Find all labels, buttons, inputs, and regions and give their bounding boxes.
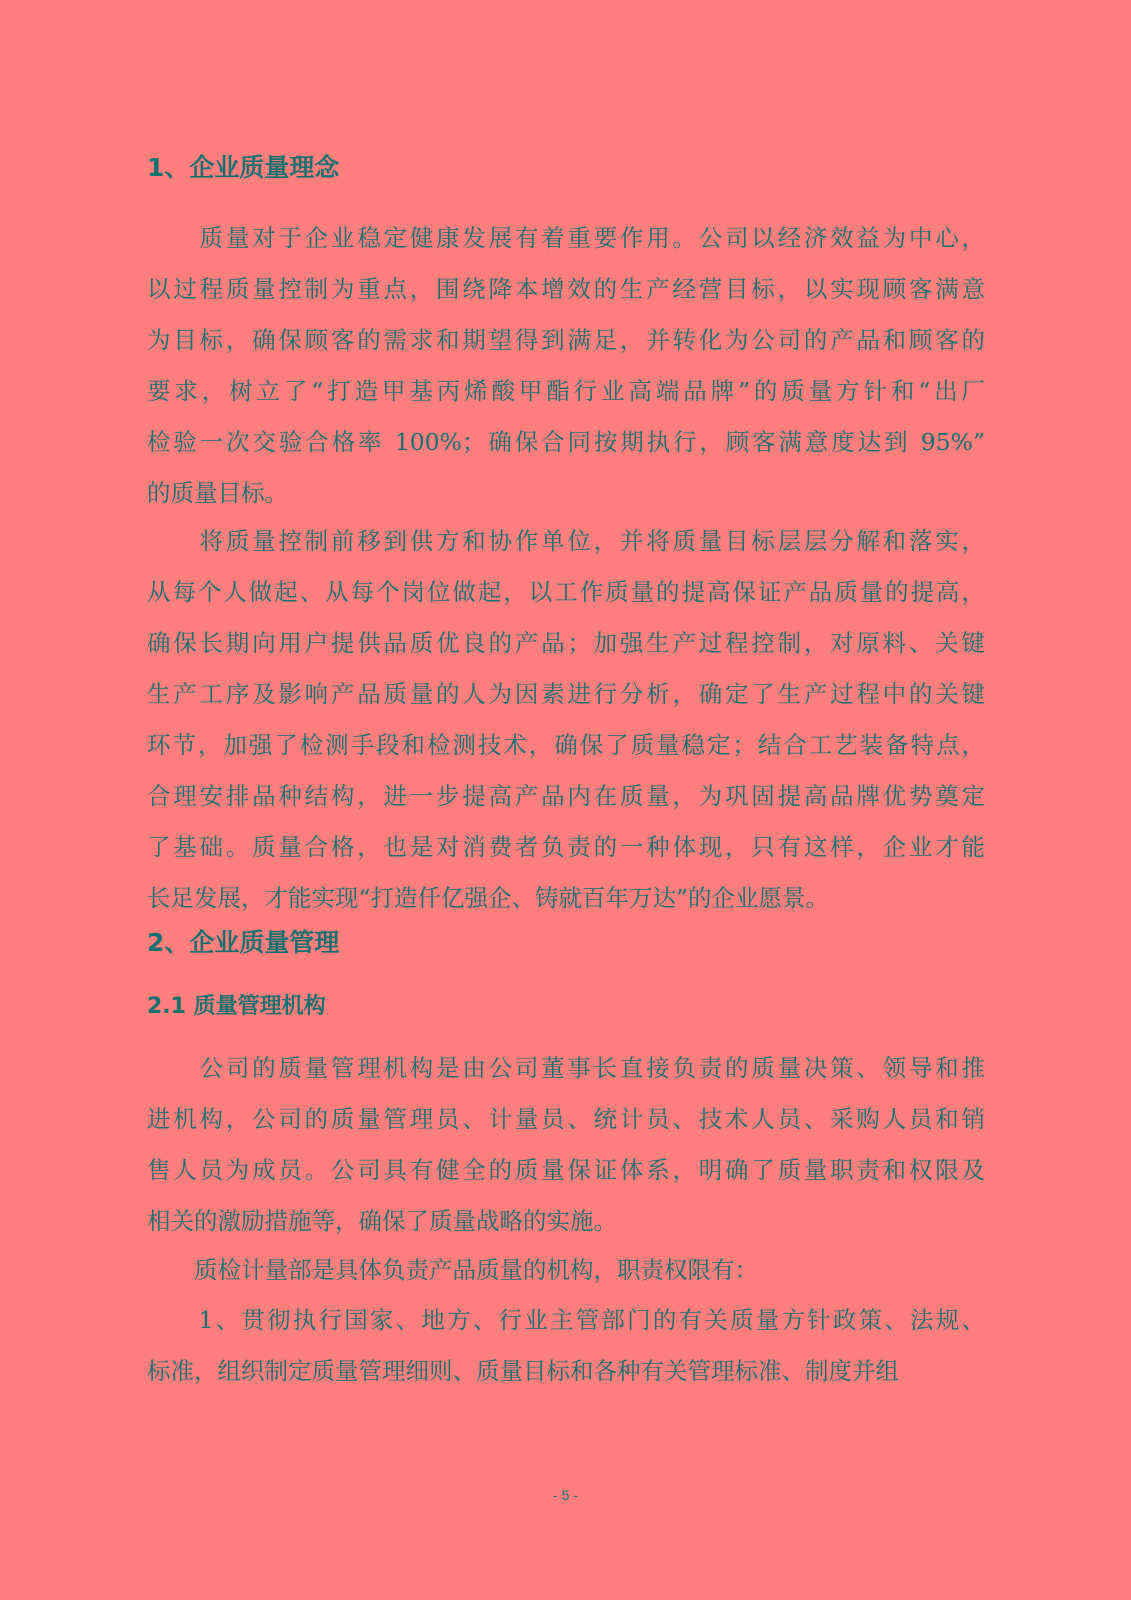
page-number: - 5 - — [553, 1487, 578, 1503]
text-line: 检验一次交验合格率 100%；确保合同按期执行，顾客满意度达到 95%” — [147, 428, 985, 456]
text-line: 合理安排品种结构，进一步提高产品内在质量，为巩固提高品牌优势奠定 — [147, 782, 985, 810]
text-line: 要求，树立了“打造甲基丙烯酸甲酯行业高端品牌”的质量方针和“出厂 — [147, 377, 985, 405]
text-line: 售人员为成员。公司具有健全的质量保证体系，明确了质量职责和权限及 — [147, 1156, 985, 1184]
text-line: 质量对于企业稳定健康发展有着重要作用。公司以经济效益为中心， — [147, 224, 985, 252]
text-line: 的质量目标。 — [147, 479, 288, 507]
text-line: 相关的激励措施等，确保了质量战略的实施。 — [147, 1207, 617, 1235]
text-line: 从每个人做起、从每个岗位做起，以工作质量的提高保证产品质量的提高， — [147, 578, 985, 606]
text-line: 为目标，确保顾客的需求和期望得到满足，并转化为公司的产品和顾客的 — [147, 326, 985, 354]
text-line: 公司的质量管理机构是由公司董事长直接负责的质量决策、领导和推 — [147, 1054, 985, 1082]
section2-paragraph-3 — [147, 1295, 985, 1397]
section2-paragraph-2 — [147, 1245, 985, 1296]
text-line: 进机构，公司的质量管理员、计量员、统计员、技术人员、采购人员和销 — [147, 1105, 985, 1133]
text-line: 质检计量部是具体负责产品质量的机构，职责权限有： — [147, 1256, 758, 1284]
section1-paragraph-2 — [147, 516, 985, 924]
text-line: 将质量控制前移到供方和协作单位，并将质量目标层层分解和落实， — [147, 527, 985, 555]
text-line: 1、贯彻执行国家、地方、行业主管部门的有关质量方针政策、法规、 — [147, 1306, 985, 1334]
text-line: 了基础。质量合格，也是对消费者负责的一种体现，只有这样，企业才能 — [147, 833, 985, 861]
section1-title: 1、企业质量理念 — [147, 153, 340, 182]
section1-paragraph-1 — [147, 213, 985, 519]
text-line: 长足发展，才能实现“打造仟亿强企、铸就百年万达”的企业愿景。 — [147, 884, 830, 912]
text-line: 环节，加强了检测手段和检测技术，确保了质量稳定；结合工艺装备特点， — [147, 731, 985, 759]
text-line: 生产工序及影响产品质量的人为因素进行分析，确定了生产过程中的关键 — [147, 680, 985, 708]
text-line: 以过程质量控制为重点，围绕降本增效的生产经营目标，以实现顾客满意 — [147, 275, 985, 303]
section2-subsection-title: 2.1 质量管理机构 — [147, 994, 326, 1019]
section2-paragraph-1 — [147, 1043, 985, 1247]
document-page — [147, 0, 985, 1600]
text-line: 标准，组织制定质量管理细则、质量目标和各种有关管理标准、制度并组 — [147, 1357, 899, 1385]
section2-title: 2、企业质量管理 — [147, 928, 340, 957]
text-line: 确保长期向用户提供品质优良的产品；加强生产过程控制，对原料、关键 — [147, 629, 985, 657]
